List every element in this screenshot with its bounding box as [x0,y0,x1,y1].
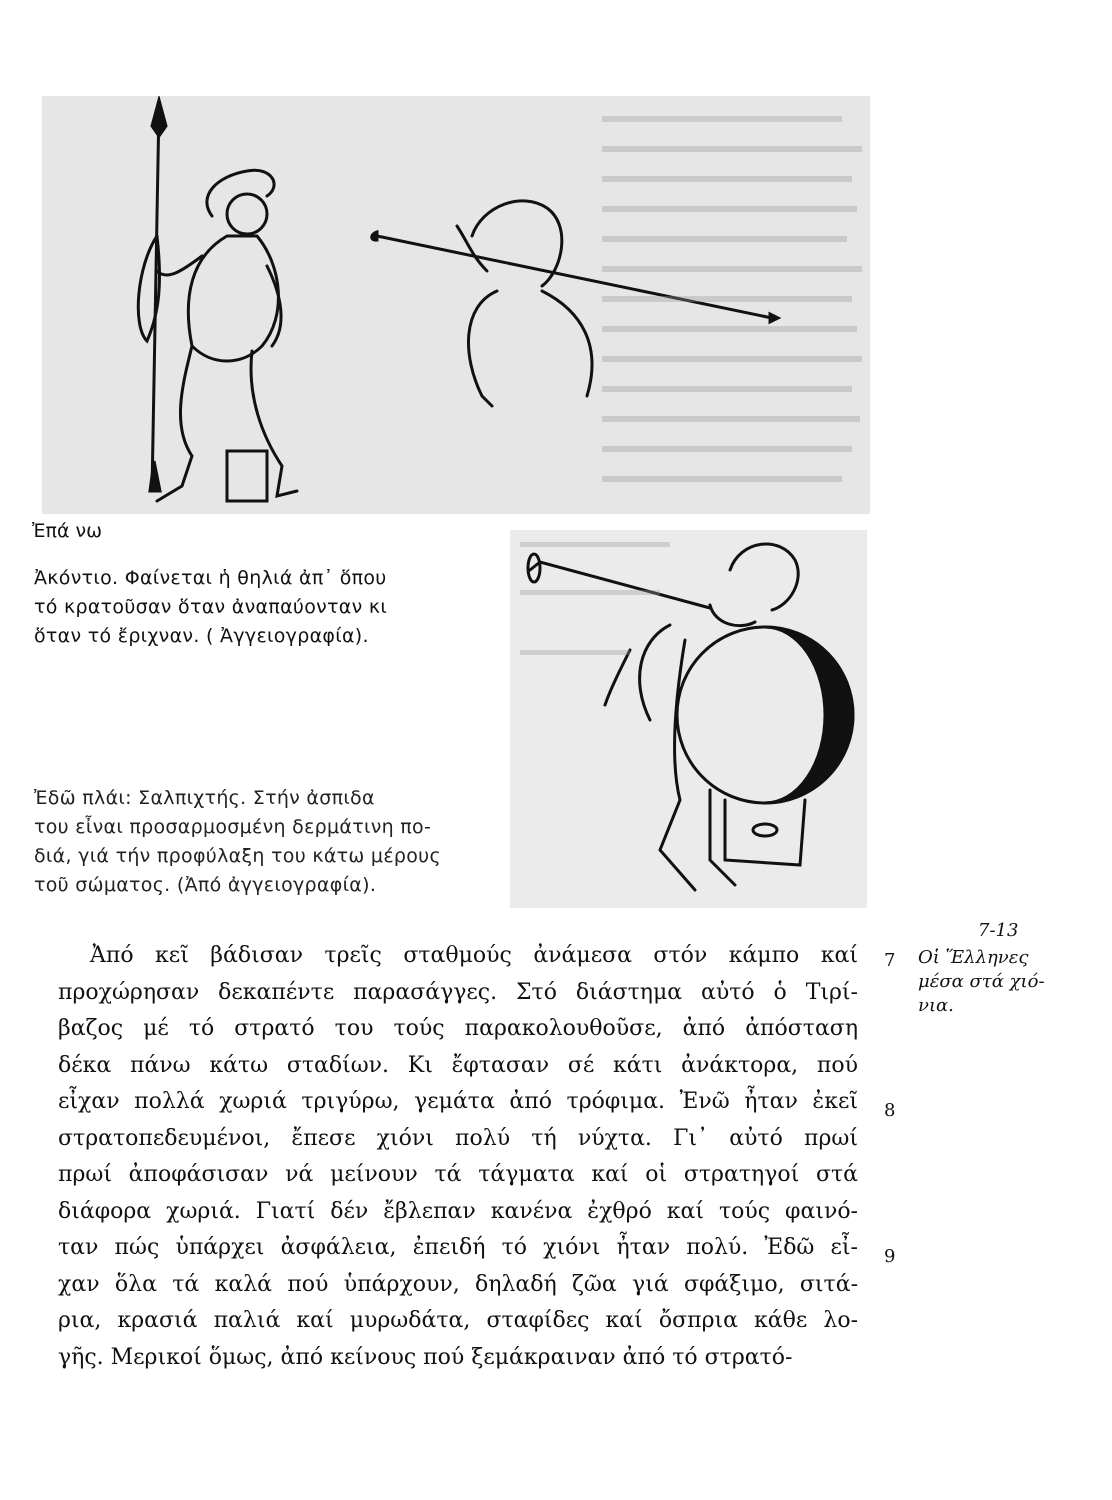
text-line: ρια, κρασιά παλιά καί μυρωδάτα, σταφίδες καί ὄσπρια κάθε λο- [58,1308,858,1333]
caption-right-line: Ἐδῶ πλάι: Σαλπιχτής. Στήν ἀσπιδα [34,787,375,809]
text-line: γῆς. Μερικοί ὅμως, ἀπό κείνους πού ξεμάκραιναν ἀπό τό στρατό- [58,1344,793,1370]
text-line: διάφορα χωριά. Γιατί δέν ἔβλεπαν κανένα ἐχθρό καί τούς φαινό- [58,1198,858,1224]
caption-heading: Ἐπά νω [32,520,103,542]
text-line: Ἀπό κεῖ βάδισαν τρεῖς σταθμούς ἀνάμεσα στόν κάμπο καί [90,943,858,968]
margin-title-line: νια. [918,995,954,1016]
text-line: ταν πώς ὑπάρχει ἀσφάλεια, ἐπειδή τό χιόνι ἦταν πολύ. Ἐδῶ εἶ- [58,1235,858,1260]
text-line: βαζος μέ τό στρατό του τούς παρακολουθοῦσε, ἀπό ἀπόσταση [58,1016,858,1041]
margin-title-line: μέσα στά χιό- [918,971,1045,992]
text-line: χαν ὅλα τά καλά πού ὑπάρχουν, δηλαδή ζῶα γιά σφάξιμο, σιτά- [58,1271,858,1297]
caption-top-line: Ἀκόντιο. Φαίνεται ἡ θηλιά ἀπ᾽ ὅπου [34,567,387,589]
caption-top [34,564,504,651]
caption-right [34,784,504,900]
main-text [58,938,858,1376]
margin-range: 7-13 [978,920,1019,941]
text-line: προχώρησαν δεκαπέντε παρασάγγες. Στό διάστημα αὐτό ὁ Τιρί- [58,979,858,1005]
margin-title [918,946,1068,1018]
javelin-illustration [42,96,870,514]
javelin-drawing [42,96,870,514]
caption-top-line: ὅταν τό ἔριχναν. ( Ἀγγειογραφία). [34,625,369,647]
text-line: πρωί ἀποφάσισαν νά μείνουν τά τάγματα καί οἱ στρατηγοί στά [58,1162,858,1187]
trumpeter-illustration [510,530,867,908]
line-number: 7 [884,950,896,971]
trumpeter-drawing [510,530,867,908]
text-line: δέκα πάνω κάτω σταδίων. Κι ἔφτασαν σέ κάτι ἀνάκτορα, πού [58,1052,858,1078]
text-line: εἶχαν πολλά χωριά τριγύρω, γεμάτα ἀπό τρόφιμα. Ἐνῶ ἦταν ἐκεῖ [58,1089,858,1114]
margin-title-line: Οἱ Ἕλληνες [918,947,1029,968]
caption-top-line: τό κρατοῦσαν ὅταν ἀναπαύονταν κι [34,596,388,618]
caption-right-line: διά, γιά τήν προφύλαξη του κάτω μέρους [34,845,441,867]
text-line: στρατοπεδευμένοι, ἔπεσε χιόνι πολύ τή νύχτα. Γι᾽ αὐτό πρωί [58,1125,858,1151]
caption-right-line: τοῦ σώματος. (Ἀπό ἀγγειογραφία). [34,874,377,896]
line-number: 9 [884,1246,896,1267]
caption-right-line: του εἶναι προσαρμοσμένη δερμάτινη πο- [34,816,432,838]
line-number: 8 [884,1100,896,1121]
